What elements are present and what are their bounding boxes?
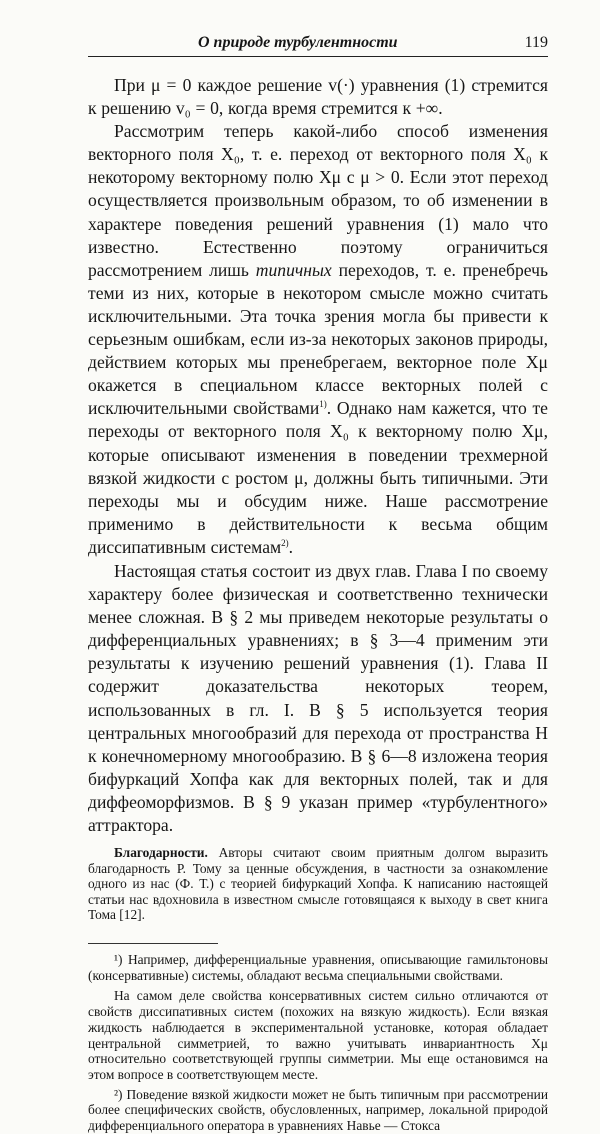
footnote-1-continuation [88,988,548,1082]
footnote-text: Например, дифференциальные уравнения, описывающие гамильтоновы (консервативные) системы, обладают весьма специальными свойствами. [88,952,548,983]
header-rule [88,56,548,57]
main-text [88,74,548,1134]
footnote-marker: ²) [114,1086,123,1102]
paragraph-text-part: . Однако нам кажется, что те переходы от векторного поля X₀ к векторному полю Xμ, которые описывают изменения в поведении трехмерной вязкой жидкости с ростом μ, должны быть типичными. Эти переходы мы и обсудим ниже. Наше рассмотрение применимо в действительности к весьма общим диссипативным системам [88,398,548,557]
acknowledgment-text: Авторы считают своим приятным долгом выразить благодарность Р. Тому за ценные обсуждения, в частности за ознакомление одного из нас (Ф. Т.) с теорией бифуркаций Хопфа. К написанию настоящей статьи нас вдохновила в известном смысле готовящаяся к выходу в свет книга Тома [12]. [88,845,548,923]
paragraph-limit-statement: При μ = 0 каждое решение v(·) уравнения (1) стремится к решению v₀ = 0, когда время стремится к +∞. [88,75,548,119]
footnote-text: Поведение вязкой жидкости может не быть типичным при рассмотрении более специфических свойств, обусловленных, например, локальной природой дифференциального оператора в уравнениях Навье — Стокса [88,1086,548,1134]
running-title: О природе турбулентности [198,34,398,51]
running-header [88,34,548,56]
footnote-2 [88,1087,548,1134]
paragraph-text-part: . [288,536,294,557]
paragraph-vector-field-transition [88,120,548,559]
footnote-separator [88,943,218,944]
footnote-text: На самом деле свойства консервативных систем сильно отличаются от свойств диссипативных систем (похожих на вязкую жидкость). Если вязкая жидкость наблюдается в экспериментальной установке, которая обладает центральной симметрией, то важно учитывать инвариантность Xμ относительно соответствующей группы симметрии. Мы еще остановимся на этом вопросе в соответствующем месте. [88,988,548,1082]
paragraph-article-outline: Настоящая статья состоит из двух глав. Глава I по своему характеру более физическая и соответственно технически менее сложная. В § 2 мы приведем некоторые результаты о дифференциальных уравнениях; в § 3—4 применим эти результаты к изучению решений уравнения (1). Глава II содержит доказательства некоторых теорем, использованных в гл. I. В § 5 используется теория центральных многообразий для перехода от пространства H к конечномерному многообразию. В § 6—8 изложена теория бифуркаций Хопфа как для векторных полей, так и для диффеоморфизмов. В § 9 указан пример «турбулентного» аттрактора. [88,560,548,835]
footnote-ref-2[interactable]: 2) [281,538,289,549]
paragraph-text-part: переходов, т. е. пренебречь теми из них, которые в некотором смысле можно считать исключительными. Эта точка зрения могла бы привести к серьезным ошибкам, если из-за некоторых законов природы, действием которых мы пренебрегаем, векторное поле Xμ окажется в специальном классе векторных полей с исключительными свойствами [88,259,549,419]
emphasized-term: типичных [255,259,332,280]
page-number: 119 [524,34,548,51]
footnote-marker: ¹) [114,952,123,968]
paragraph-text-part: Рассмотрим теперь какой-либо способ изменения векторного поля X₀, т. е. переход от векторного поля X₀ к некоторому векторному полю Xμ с μ > 0. Если этот переход осуществляется произвольным образом, то об изменении в характере поведения решений уравнения (1) мало что известно. Естественно поэтому ограничиться рассмотрением лишь [88,121,548,280]
acknowledgment-heading: Благодарности. [114,845,208,861]
footnote-ref-1[interactable]: 1) [319,399,327,410]
acknowledgment [88,845,548,923]
